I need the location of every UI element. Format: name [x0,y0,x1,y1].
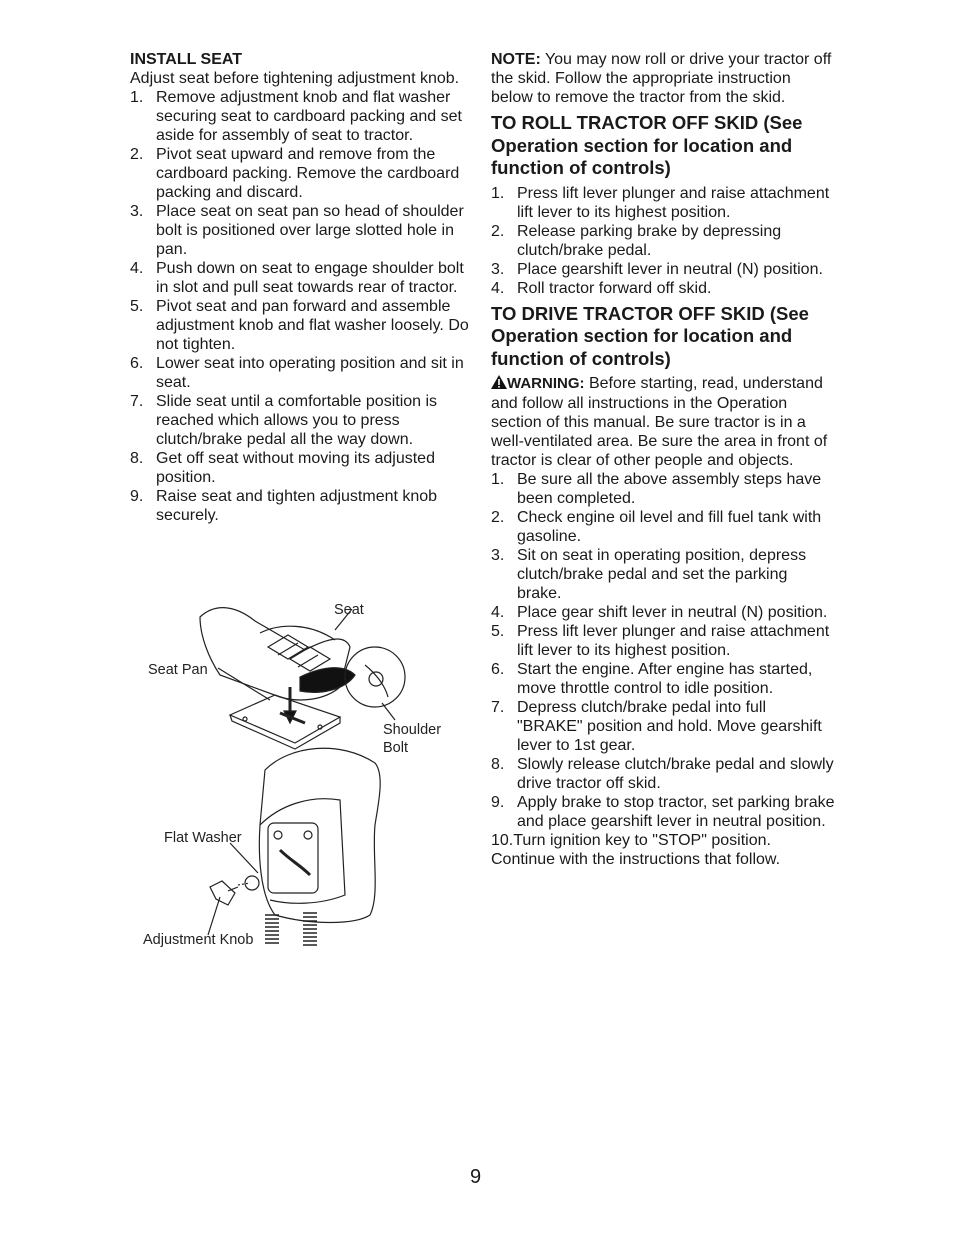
list-item [130,354,470,392]
step-text: Push down on seat to engage shoulder bolt in slot and pull seat towards rear of tractor. [156,260,464,296]
list-item [491,603,836,622]
step-number: 2. [491,222,505,240]
install-seat-intro: Adjust seat before tightening adjustment knob. [130,70,460,87]
list-item [491,470,836,508]
step-number: 3. [130,203,144,220]
list-item [491,508,836,546]
list-item [130,487,470,525]
final-step: 10.Turn ignition key to "STOP" position. [491,832,771,849]
list-item [491,222,836,260]
list-item [491,184,836,222]
step-number: 3. [491,260,505,278]
roll-tractor-steps [491,184,836,298]
seat-assembly-drawing [140,595,470,965]
drive-tractor-steps [491,470,836,831]
list-item [130,145,470,202]
step-number: 3. [491,547,505,564]
note-label: NOTE: [491,51,541,68]
step-number: 9. [130,488,144,505]
drive-tractor-heading: TO DRIVE TRACTOR OFF SKID (See Operation section for location and function of controls) [491,302,809,369]
step-text: Release parking brake by depressing clutch/brake pedal. [517,222,782,259]
step-number: 1. [491,471,505,488]
step-number: 7. [491,699,505,716]
roll-tractor-heading: TO ROLL TRACTOR OFF SKID (See Operation section for location and function of controls) [491,112,803,178]
list-item [130,297,470,354]
step-text: Check engine oil level and fill fuel tank with gasoline. [517,509,822,545]
step-text: Slowly release clutch/brake pedal and slowly drive tractor off skid. [517,756,834,792]
step-number: 1. [491,184,505,202]
warning-text: Before starting, read, understand and follow all instructions in the Operation section of this manual. Be sure tractor is in a well-ventilated area. Be sure the area in front of tractor is clear of other people and objects. [491,375,828,469]
list-item [130,392,470,449]
step-number: 5. [130,298,144,315]
list-item [130,202,470,259]
step-text: Pivot seat upward and remove from the cardboard packing. Remove the cardboard packing and discard. [156,146,460,201]
list-item [491,698,836,755]
step-text: Pivot seat and pan forward and assemble adjustment knob and flat washer loosely. Do not tighten. [156,298,469,353]
step-text: Be sure all the above assembly steps have been completed. [517,471,822,507]
note-paragraph [491,50,836,107]
list-item [491,260,836,279]
list-item [491,755,836,793]
closing-text: Continue with the instructions that follow. [491,851,781,868]
step-text: Raise seat and tighten adjustment knob securely. [156,488,438,524]
step-number: 4. [130,260,144,277]
label-seat: Seat [334,602,364,618]
step-number: 8. [491,756,505,773]
step-text: Place gear shift lever in neutral (N) position. [517,604,828,621]
step-text: Lower seat into operating position and sit in seat. [156,355,464,391]
note-text: You may now roll or drive your tractor off the skid. Follow the appropriate instruction below to remove the tractor from the skid. [491,51,832,106]
label-seat-pan: Seat Pan [148,662,208,678]
step-text: Press lift lever plunger and raise attachment lift lever to its highest position. [517,623,830,659]
step-text: Sit on seat in operating position, depress clutch/brake pedal and set the parking brake. [517,547,807,602]
step-text: Depress clutch/brake pedal into full "BRAKE" position and hold. Move gearshift lever to 1st gear. [517,699,822,754]
step-number: 6. [130,355,144,372]
step-number: 9. [491,794,505,811]
step-text: Slide seat until a comfortable position is reached which allows you to press clutch/brake pedal all the way down. [156,393,438,448]
warning-label: WARNING: [507,375,585,392]
list-item [130,88,470,145]
list-item [130,449,470,487]
step-number: 7. [130,393,144,410]
label-shoulder: Shoulder [383,722,442,738]
step-number: 8. [130,450,144,467]
step-number: 1. [130,89,144,106]
step-text: Apply brake to stop tractor, set parking brake and place gearshift lever in neutral position. [517,794,835,830]
list-item [491,793,836,831]
page-number: 9 [470,1166,482,1188]
label-flat-washer: Flat Washer [164,830,242,846]
step-number: 2. [491,509,505,526]
step-text: Get off seat without moving its adjusted position. [156,450,435,486]
label-bolt: Bolt [383,740,408,756]
warning-paragraph [491,374,836,470]
list-item [491,660,836,698]
right-column [491,50,836,869]
list-item [491,622,836,660]
step-number: 4. [491,604,505,621]
step-text: Start the engine. After engine has started, move throttle control to idle position. [517,661,813,697]
warning-triangle-icon [491,375,507,394]
step-text: Place gearshift lever in neutral (N) position. [517,260,823,278]
label-adjustment-knob: Adjustment Knob [143,932,254,948]
list-item [491,279,836,298]
seat-assembly-figure [140,595,470,965]
step-number: 4. [491,279,505,297]
step-text: Place seat on seat pan so head of shoulder bolt is positioned over large slotted hole in pan. [156,203,464,258]
step-number: 2. [130,146,144,163]
step-text: Remove adjustment knob and flat washer securing seat to cardboard packing and set aside for assembly of seat to tractor. [156,89,462,144]
step-text: Press lift lever plunger and raise attachment lift lever to its highest position. [517,184,830,221]
list-item [130,259,470,297]
step-number: 6. [491,661,505,678]
step-text: Roll tractor forward off skid. [517,279,712,297]
step-number: 5. [491,623,505,640]
left-column [130,50,470,525]
install-seat-steps [130,88,470,525]
list-item [491,546,836,603]
install-seat-heading: INSTALL SEAT [130,51,242,68]
